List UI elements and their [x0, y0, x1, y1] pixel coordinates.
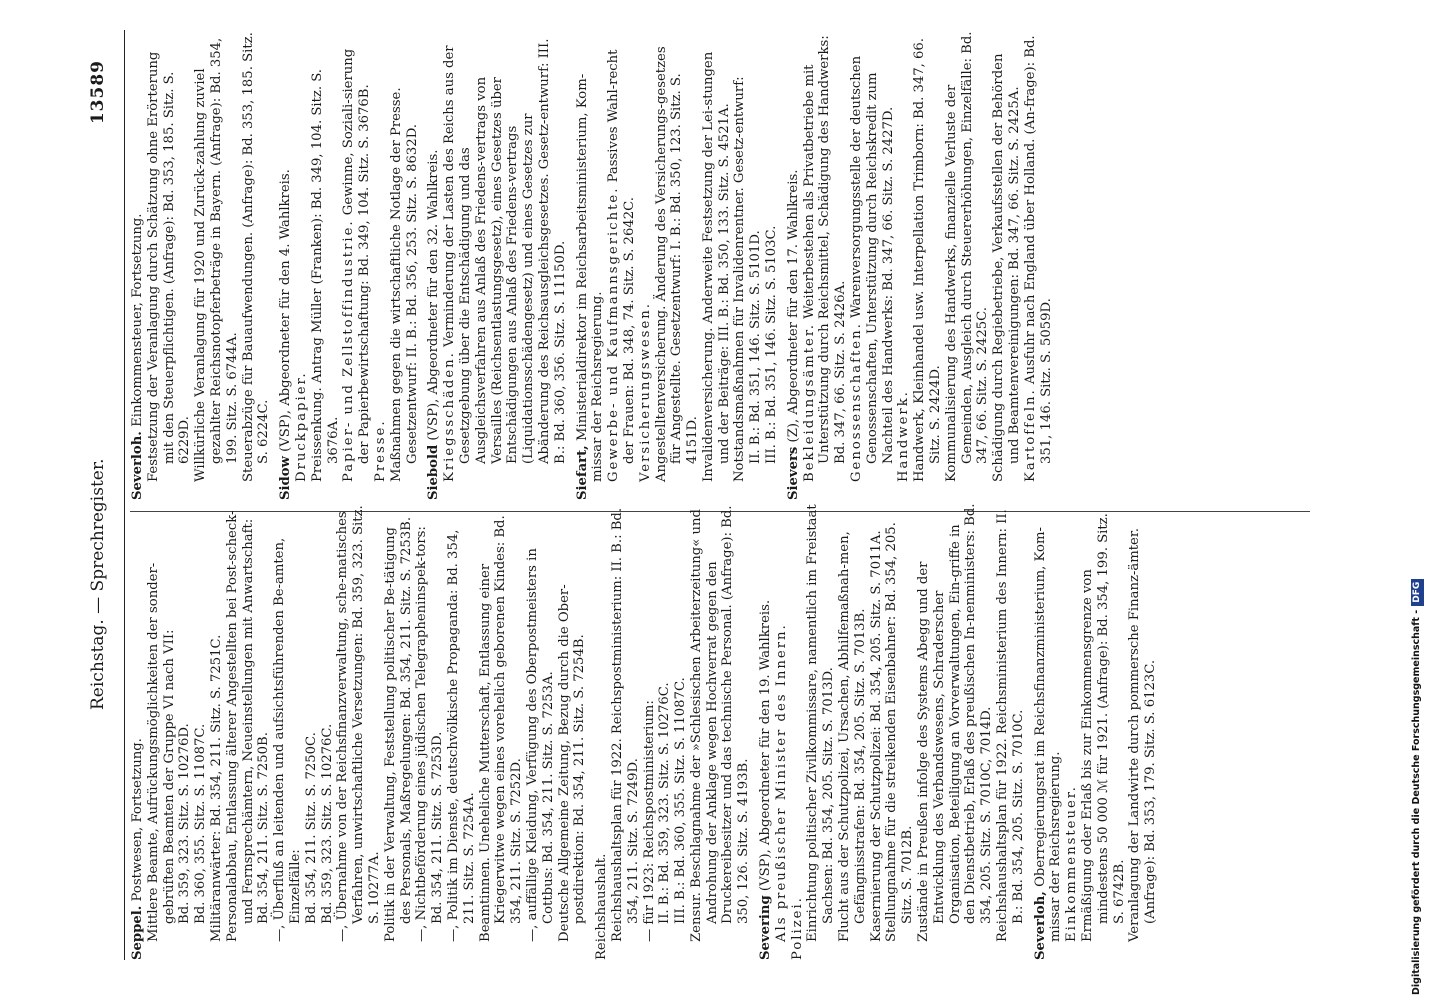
header-rule	[124, 30, 125, 960]
col2-entry: Kriegsschäden. Verminderung der Lasten des Reichs aus der Gesetzgebung über die Entschädigung und das Ausgleichsverfahren aus Anlaß des Friedens-vertrags von Versailles (Reichsentlastungsgesetz), eines Gesetzes über Entschädigungen aus Anlaß des Friedens-vertrags (Liquidationsschädengesetz) und eines Gesetzes zur Abänderung des Reichsausgleichsgesetzes. Gesetz-entwurf: III. B.: Bd. 360, 356. Sitz. S. 11150D.	[442, 38, 568, 482]
rotated-page-content	[80, 0, 1350, 1000]
col2-entry: II. B.: Bd. 351, 146. Sitz. S. 5101D.	[748, 230, 764, 464]
col2-entry: Preissenkung. Antrag Müller (Franken): Bd. 349, 104. Sitz. S. 3676A.	[309, 69, 341, 482]
col1-entry: Reichshaushalt.	[594, 853, 610, 960]
col2-entry: Kommunalisierung des Handwerks, finanzielle Verluste der Gemeinden, Ausgleich durch Steuererhöhungen, Einzelfälle: Bd. 347, 66. Sitz. S. 2425C.	[943, 31, 991, 482]
col2-entry: Notstandsmaßnahmen für Invalidenrentner. Gesetz-entwurf:	[732, 76, 748, 482]
col2-entry: III. B.: Bd. 351, 146. Sitz. S. 5103C.	[764, 225, 780, 464]
col1-entry: —, auffällige Kleidung, Verfügung des Oberpostmeisters in Cottbus: Bd. 354, 211. Sitz. S. 7253A.	[524, 548, 556, 942]
col1-entry: Zensur. Beschlagnahme der »Schlesischen Arbeiterzeitung« und Androhung der Anklage wegen Hochverrat gegen den Druckereibesitzer und das technische Personal. (Anfrage): Bd. 350, 126. Sitz. S. 4193B.	[688, 505, 752, 942]
col2-entry: Maßnahmen gegen die wirtschaftliche Notlage der Presse. Gesetzentwurf: II. B.: Bd. 356, 253. Sitz. S. 8632D.	[388, 87, 420, 482]
col1-entry: Reichshaushaltsplan für 1922. Reichsministerium des Innern: II. B.: Bd. 354, 205. Sitz. S. 7010C.	[995, 509, 1026, 942]
col2-entry: Invalidenversicherung. Anderweite Festsetzung der Lei-stungen und der Beiträge: III. B.: Bd. 350, 133. Sitz. S. 4521A.	[700, 51, 732, 482]
col2-entry: Severloh. Einkommensteuer, Fortsetzung.	[130, 213, 145, 500]
col1-entry: Beamtinnen. Uneheliche Mutterschaft, Entlassung einer Kriegerwitwe wegen eines vorehelich geborenen Kindes: Bd. 354, 211. Sitz. S. 7252D.	[477, 515, 525, 942]
col1-entry: Severloh, Oberregierungsrat im Reichsfinanzministerium, Kom-missar der Reichsregierung.	[1032, 527, 1064, 960]
col2-entry: Steuerabzüge für Bauaufwendungen. (Anfrage): Bd. 353, 185. Sitz. S. 6224C.	[240, 32, 272, 482]
col1-entry: Zustände in Preußen infolge des Systems Abegg und der Entwicklung des Verbandswesens, Schraderscher Organisation, Beteiligung an Vorverwaltungen, Ein-griffe in den Dienstbetrieb, Erlaß des preußischen In-nenministers: Bd. 354, 205. Sitz. S. 7010C, 7014D.	[916, 503, 995, 942]
col1-entry: Einkommensteuer.	[1064, 785, 1080, 942]
digitization-note	[1404, 10, 1430, 995]
col2-entry: Presse.	[372, 419, 388, 482]
col1-entry: Personalabbau, Entlassung älterer Angestellten bei Post-scheck- und Fernsprechämtern, Neueinstellungen mit Anwartschaft: Bd. 354, 211. Sitz. S. 7250B.	[224, 510, 272, 942]
col1-entry: Veranlagung der Landwirte durch pommersche Finanz-ämter. (Anfrage): Bd. 353, 179. Sitz. S. 6123C.	[1127, 528, 1159, 942]
col1-entry: —, Übernahme von der Reichsfinanzverwaltung, sche-matisches Verfahren, unwirtschaftliche Versetzungen: Bd. 359, 323. Sitz. S. 10277A.	[335, 505, 382, 942]
col1-entry: Mittlere Beamte, Aufrückungsmöglichkeiten der sonder-gebrüften Beamten der Gruppe VI nach VII:	[145, 562, 177, 942]
left-column	[130, 500, 1159, 960]
col2-entry: Angestelltenversicherung. Änderung des Versicherungs-gesetzes für Angestellte. Gesetzentwurf: I. B.: Bd. 350, 123. Sitz. S. 4151D.	[653, 46, 701, 482]
col1-entry: II. B.: Bd. 359, 323. Sitz. S. 10276C.	[657, 682, 673, 924]
col2-entry: Festsetzung der Veranlagung durch Schätzung ohne Erörterung mit den Steuerpflichtigen. (Anfrage): Bd. 353, 185. Sitz. S. 6229D.	[145, 51, 193, 482]
col1-entry: Politik in der Verwaltung, Feststellung politischer Be-tätigung des Personals, Maßregelungen: Bd. 354, 211. Sitz. S. 7253B.	[382, 516, 414, 942]
col2-entry: Genossenschaften. Warenversorgungsstelle der deutschen Genossenschaften, Unterstützung durch Reichskredit zum Nachteil des Handwerks: Bd. 347, 66. Sitz. S. 2427D.	[849, 55, 896, 482]
col1-entry: —, Nichtbeförderung eines jüdischen Telegrapheninspek-tors: Bd. 354, 211. Sitz. S. 7253D.	[414, 526, 446, 942]
header-title: Reichstag. — Sprechregister.	[88, 458, 108, 710]
col2-entry: Gewerbe- und Kaufmannsgerichte. Passives Wahl-recht der Frauen: Bd. 348, 74. Sitz. S. 2642C.	[606, 49, 637, 482]
col1-entry: Bd. 360, 355. Sitz. S. 11087C.	[193, 723, 209, 924]
col1-entry: —, Überfluß an leitenden und aufsichtsführenden Be-amten, Einzelfälle:	[272, 537, 303, 942]
digitization-note-text: Digitalisierung gefördert durch die Deutsche Forschungsgemeinschaft -	[1411, 609, 1422, 995]
col1-entry: Bd. 359, 323. Sitz. S. 10276C.	[319, 723, 335, 924]
col1-entry: Als preußischer Minister des Innern.	[773, 623, 789, 942]
col2-entry: Handwerk, Kleinhandel usw. Interpellation Trimborn: Bd. 347, 66. Sitz. S. 2424D.	[912, 37, 944, 482]
col2-entry: Kartoffeln. Ausfuhr nach England über Holland. (An-frage): Bd. 351, 146. Sitz. S. 5059D.	[1022, 35, 1054, 482]
page-header	[88, 60, 118, 960]
col1-entry: — für 1923: Reichspostministerium:	[641, 700, 657, 942]
col2-entry: Schädigung durch Regiebetriebe, Verkaufsstellen der Behörden und Beamtenvereinigungen: Bd. 347, 66. Sitz. S. 2425A.	[991, 53, 1023, 482]
col1-entry: Deutsche Allgemeine Zeitung, Bezug durch die Ober-postdirektion: Bd. 354, 211. Sitz. S. 7254B.	[556, 584, 588, 942]
col1-entry: Bd. 354, 211. Sitz. S. 7250C.	[303, 732, 319, 924]
col2-entry: Handwerk.	[896, 390, 912, 482]
col1-entry: Reichshaushaltsplan für 1922. Reichspostministerium: II. B.: Bd. 354, 211. Sitz. S. 7249D.	[609, 507, 641, 942]
col1-entry: Einrichtung politischer Zivilkommissare, namentlich im Freistaat Sachsen: Bd. 354, 205. Sitz. S. 7013D.	[805, 504, 837, 942]
dfg-badge: DFG	[1411, 579, 1424, 606]
right-column	[130, 30, 1054, 500]
col1-entry: Stellungnahme für die streikenden Eisenbahner: Bd. 354, 205. Sitz. S. 7012B.	[884, 522, 916, 942]
col2-entry: Siebold (VSP), Abgeordneter für den 32. Wahlkreis.	[426, 149, 442, 500]
page-number: 13589	[88, 60, 108, 125]
col1-entry: Flucht aus der Schutzpolizei, Ursachen, Abhilfemaßnah-men, Gefängnisstrafen: Bd. 354, 205. Sitz. S. 7013B.	[837, 531, 868, 942]
col2-entry: Sievers (Z), Abgeordneter für den 17. Wahlkreis.	[785, 169, 801, 500]
col2-entry: Papier- und Zellstoffindustrie. Gewinne, Soziali-sierung der Papierbewirtschaftung: Bd. 349, 104. Sitz. S. 3676B.	[341, 48, 373, 482]
col2-entry: Bekleidungsämter. Weiterbestehen als Privatbetriebe mit Unterstützung durch Reichsmittel, Schädigung des Handwerks: Bd. 347, 66. Sitz. S. 2426A.	[801, 35, 849, 482]
col1-entry: Polizei.	[789, 896, 805, 960]
col1-entry: Seppel. Postwesen, Fortsetzung.	[130, 738, 145, 960]
col2-entry: Druckpapier.	[293, 371, 309, 482]
col1-entry: —, Politik im Dienste, deutschvölkische Propaganda: Bd. 354, 211. Sitz. S. 7254A.	[445, 529, 477, 942]
col1-entry: Ermäßigung oder Erlaß bis zur Einkommensgrenze von mindestens 50 000 ℳ für 1921. (Anfrage): Bd. 354, 199. Sitz. S. 6742B.	[1080, 513, 1127, 942]
col1-entry: Severing (VSP), Abgeordneter für den 19. Wahlkreis.	[758, 599, 774, 960]
col1-entry: Bd. 359, 323. Sitz. S. 10276D.	[177, 723, 193, 924]
col2-entry: Siefart, Ministerialdirektor im Reichsarbeitsministerium, Kom-missar der Reichsregierung.	[574, 73, 606, 500]
col1-entry: Kasernierung der Schutzpolizei: Bd. 354, 205. Sitz. S. 7011A.	[868, 530, 884, 942]
col1-entry: Militäranwärter: Bd. 354, 211. Sitz. S. 7251C.	[208, 634, 224, 942]
col2-entry: Sidow (VSP), Abgeordneter für den 4. Wahlkreis.	[278, 169, 294, 500]
col1-entry: III. B.: Bd. 360, 355. Sitz. S. 11087C.	[673, 677, 689, 924]
col2-entry: Willkürliche Veranlagung für 1920 und Zurück-zahlung zuviel gezahlter Reichsnotopferbeträge in Bayern. (Anfrage): Bd. 354, 199. Sitz. S. 6744A.	[193, 37, 240, 482]
col2-entry: Versicherungswesen.	[637, 302, 653, 482]
